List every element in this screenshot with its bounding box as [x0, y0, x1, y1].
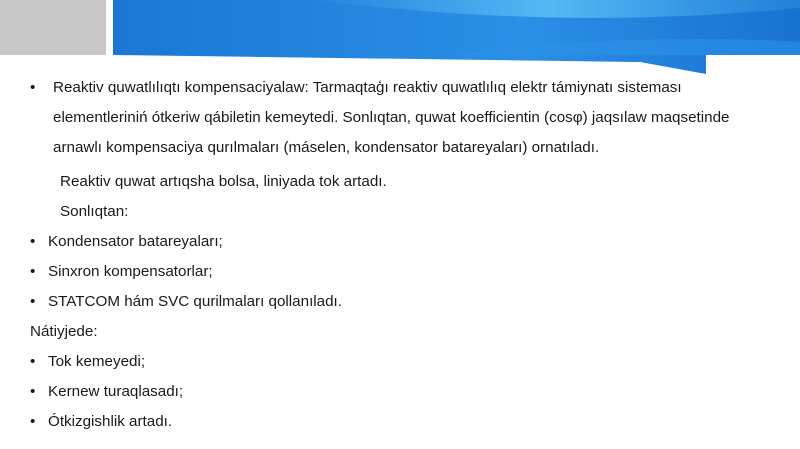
- paragraph-line-1: Reaktiv quwat artıqsha bolsa, liniyada tok artadı.: [60, 173, 387, 190]
- list-item-text: Kondensator batareyaları;: [48, 233, 223, 250]
- list-item-text: Tok kemeyedi;: [48, 353, 146, 370]
- main-bullet-text: Reaktiv quwatlılıqtı kompensaciyalaw: Tarmaqtaģı reaktiv quwatlılıq elektr támiynatı sisteması elementleriniń ótkeriw qábiletin kemeytedi. Sonlıqtan, quwat koefficientin (cosφ) jaqsılaw maqsetinde arnawlı kompensaciya qurılmaları (máselen, kondensator batareyaları) ornatıladı.: [53, 79, 730, 156]
- bullet-dot: •: [30, 383, 36, 400]
- list-item-text: Kernew turaqlasadı;: [48, 383, 184, 400]
- bullet-dot: •: [30, 233, 36, 250]
- bullet-dot: •: [30, 353, 36, 370]
- bullet-dot: •: [30, 293, 36, 310]
- bullet-dot: •: [30, 79, 36, 96]
- result-label: Nátiyjede:: [30, 323, 98, 340]
- bullet-dot: •: [30, 413, 36, 430]
- list-item-text: STATCOM hám SVC qurilmaları qollanıladı.: [48, 293, 342, 310]
- paragraph-line-2: Sonlıqtan:: [60, 203, 129, 220]
- bullet-dot: •: [30, 263, 36, 280]
- list-item-text: Ótkizgishlik artadı.: [48, 413, 173, 430]
- list-item-text: Sinxron kompensatorlar;: [48, 263, 213, 280]
